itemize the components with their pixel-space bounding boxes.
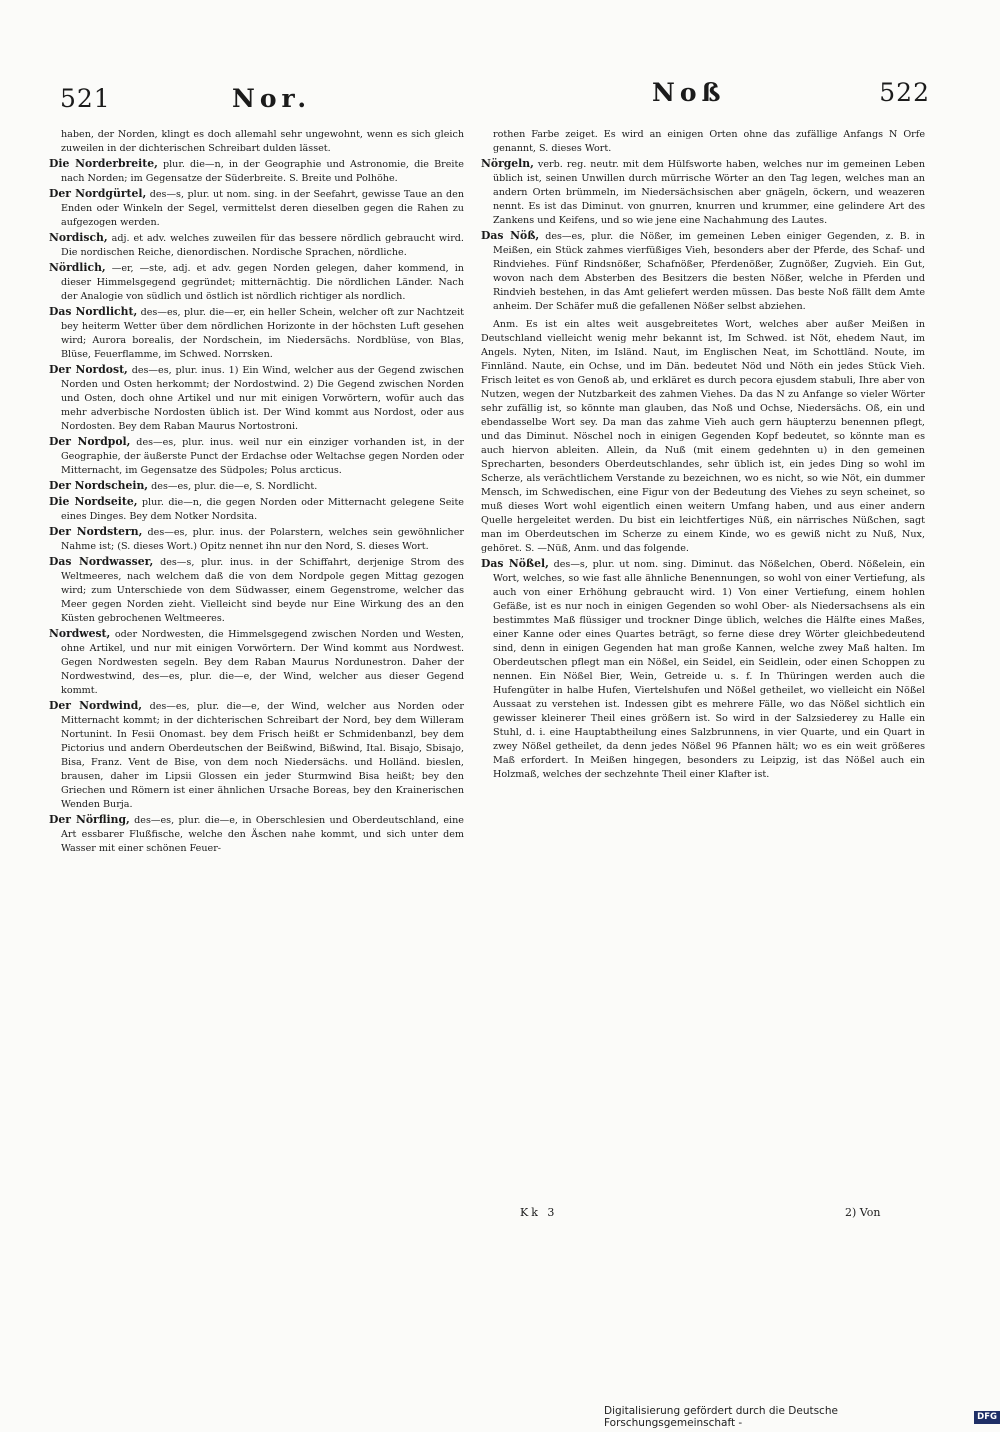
- dictionary-entry: [481, 128, 925, 156]
- entry-text: plur. die—n, in der Geographie und Astronomie, die Breite nach Norden; im Gegensatze der Süderbreite. S. Breite und Polhöhe.: [61, 159, 464, 184]
- right-page-number: 522: [879, 78, 930, 107]
- entry-headword: Der Nordstern,: [49, 525, 143, 538]
- catchword: 2) Von: [845, 1206, 881, 1219]
- entry-text: des—es, plur. inus. der Polarstern, welches sein gewöhnlicher Nahme ist; (S. dieses Wort.) Opitz nennet ihn nur den Nord, S. dieses Wort.: [61, 527, 464, 552]
- entry-headword: Nordwest,: [49, 627, 111, 640]
- entry-headword: Die Nordseite,: [49, 495, 138, 508]
- entry-text: des—es, plur. die—e, in Oberschlesien und Oberdeutschland, eine Art essbarer Flußfische, welche den Äschen nahe kommt, und sich unter dem Wasser mit einer schönen Feuer-: [61, 815, 464, 854]
- entry-text: Anm. Es ist ein altes weit ausgebreitetes Wort, welches aber außer Meißen in Deutschland vielleicht wenig mehr bekannt ist, Im Schwed. ist Nöt, ehedem Naut, im Angels. Nyten, Niten, im Isländ. Naut, im Englischen Neat, im Schottländ. Noute, im Finnländ. Naute, ein Ochse, und im Dän. bedeutet Nöd und Nöth ein jedes Stück Vieh. Frisch leitet es von Genoß ab, und erkläret es durch pecora ejusdem stabuli, Ihre aber von Nutzen, wegen der Nutzbarkeit des zahmen Viehes. Da das N zu Anfange so vieler Wörter sehr zufällig ist, so könnte man glauben, das Noß und Ochse, Niedersächs. Oß, ein und ebendasselbe Wort sey. Da man das zahme Vieh auch gern häupterzu benennen pflegt, und das Diminut. Nöschel noch in einigen Gegenden Kopf bedeutet, so könnte man es auch hiervon ableiten. Allein, da Nuß (mit einem gedehnten u) in den gemeinen Sprecharten, besonders Oberdeutschlandes, sehr üblich ist, ein jedes Ding so wohl im Scherze, als verächtlichem Verstande zu bezeichnen, wo es nicht, so wie Nöt, ein dummer Mensch, im Schwedischen, eine Figur von der Bedeutung des Viehes zu seyn scheinet, so muß dieses Wort wohl eigentlich einen weitern Umfang haben, und aus einer andern Quelle hergeleitet werden. Du bist ein leichtfertiges Nüß, ein närrisches Nüßchen, sagt man im Oberdeutschen im Scherze zu einem Kinde, wo es gewiß nicht zu Nuß, Nux, gehöret. S. —Nüß, Anm. und das folgende.: [481, 319, 925, 554]
- entry-headword: Das Nordwasser,: [49, 555, 154, 568]
- entry-text: plur. die—n, die gegen Norden oder Mitternacht gelegene Seite eines Dinges. Bey dem Notker Nordsita.: [61, 497, 464, 522]
- entry-text: des—es, plur. die—e, der Wind, welcher aus Norden oder Mitternacht kommt; in der dichterischen Schreibart der Nord, bey dem Willeram Nortunint. In Fesii Onomast. bey dem Frisch heißt er Schmidenbanzl, bey dem Pictorius und andern Oberdeutschen der Beißwind, Bißwind, Ital. Bisajo, Sbisajo, Bisa, Franz. Vent de Bise, von dem noch Niedersächs. und Holländ. bieslen, brausen, daher im Lipsii Glossen ein jeder Sturmwind Bisa heißt; bey den Griechen und Römern ist einer ähnlichen Ursache Boreas, bey den Krainerischen Wenden Burja.: [61, 701, 464, 810]
- dictionary-entry: [49, 435, 464, 478]
- entry-headword: Die Norderbreite,: [49, 157, 158, 170]
- dictionary-entry: [49, 555, 464, 626]
- dfg-logo: DFG: [974, 1411, 1000, 1424]
- entry-text: haben, der Norden, klingt es doch allemahl sehr ungewohnt, wenn es sich gleich zuweilen in der dichterischen Schreibart dulden lässet.: [61, 129, 464, 154]
- entry-headword: Nördlich,: [49, 261, 106, 274]
- left-guide-word: Nor.: [232, 84, 312, 113]
- left-column: [49, 128, 464, 1208]
- entry-headword: Nörgeln,: [481, 157, 534, 170]
- dictionary-entry: [481, 157, 925, 228]
- dictionary-entry: [481, 318, 925, 556]
- dictionary-entry: [49, 479, 464, 494]
- entry-headword: Der Nörfling,: [49, 813, 130, 826]
- entry-text: des—es, plur. die—e, S. Nordlicht.: [151, 481, 318, 492]
- dictionary-entry: [49, 231, 464, 260]
- entry-text: des—es, plur. die—er, ein heller Schein, welcher oft zur Nachtzeit bey heiterm Wetter über dem nördlichen Horizonte in der höchsten Luft gesehen wird; Aurora borealis, der Nordschein, im Niedersächs. Nordblüse, von Blas, Blüse, Feuerflamme, im Schwed. Norrsken.: [61, 307, 464, 360]
- entry-text: adj. et adv. welches zuweilen für das bessere nördlich gebraucht wird. Die nordischen Reiche, dienordischen. Nordische Sprachen, nördliche.: [61, 233, 464, 258]
- entry-text: rothen Farbe zeiget. Es wird an einigen Orten ohne das zufällige Anfangs N Orfe genannt, S. dieses Wort.: [493, 129, 925, 154]
- entry-text: des—es, plur. inus. 1) Ein Wind, welcher aus der Gegend zwischen Norden und Osten herkommt; der Nordostwind. 2) Die Gegend zwischen Norden und Osten, doch ohne Artikel und nur mit einigen Vorwörtern, wofür auch das mehr adverbische Nordosten üblich ist. Der Wind kommt aus Nordost, oder aus Nordosten. Bey dem Raban Maurus Nortostroni.: [61, 365, 464, 432]
- dictionary-entry: [49, 363, 464, 434]
- entry-headword: Das Nößel,: [481, 557, 549, 570]
- entry-text: des—s, plur. ut nom. sing. Diminut. das Nößelchen, Oberd. Nößelein, ein Wort, welches, so wie fast alle ähnliche Benennungen, so wohl von einer Vertiefung, als auch von einer Erhöhung gebraucht wird. 1) Von einer Vertiefung, einem hohlen Gefäße, ist es nur noch in einigen Gegenden so wohl Ober- als Niedersachsens als ein bestimmtes Maß flüssiger und trockner Dinge üblich, welches die Hälfte eines Maßes, einer Kanne oder eines Quartes beträgt, so ferne diese drey Wörter gleichbedeutend sind, denn in einigen Gegenden hat man große Kannen, welche zwey Maß halten. Im Oberdeutschen pflegt man ein Nößel, ein Seidel, ein Seidlein, oder einen Schoppen zu nennen. Ein Nößel Bier, Wein, Getreide u. s. f. In Thüringen werden auch die Hufengüter in halbe Hufen, Viertelshufen und Nößel getheilet, wo vielleicht ein Nößel Aussaat zu verstehen ist. Indessen gibt es mehrere Fälle, wo das Nößel sichtlich ein gewisser kleinerer Theil eines größern ist. So wird in der Salzsiederey zu Halle ein Stuhl, d. i. eine Hauptabtheilung eines Salzbrunnens, in vier Quarte, und ein Quart in zwey Nößel getheilet, da denn jedes Nößel 96 Pfannen hält; wo es ein weit größeres Maß erfordert. In Meißen hingegen, besonders zu Leipzig, ist das Nößel auch ein Holzmaß, welches der sechzehnte Theil einer Klafter ist.: [493, 559, 925, 780]
- entry-headword: Der Nordwind,: [49, 699, 143, 712]
- dictionary-entry: [49, 627, 464, 698]
- footer-credit: Digitalisierung gefördert durch die Deutsche Forschungsgemeinschaft -: [604, 1405, 838, 1429]
- left-page-number: 521: [60, 84, 111, 113]
- entry-text: verb. reg. neutr. mit dem Hülfsworte haben, welches nur im gemeinen Leben üblich ist, seinen Unwillen durch mürrische Wörter an den Tag legen, welches man an andern Orten brümmeln, im Niedersächsischen aber gnägeln, öckern, und weazeren nennt. Es ist das Diminut. von gnurren, knurren und krummer, eine gelindere Art des Zankens und Keifens, und so wie jene eine Nachahmung des Lautes.: [493, 159, 925, 226]
- dictionary-entry: [481, 557, 925, 782]
- entry-headword: Das Nordlicht,: [49, 305, 138, 318]
- dictionary-entry: [49, 699, 464, 812]
- dictionary-entry: [49, 813, 464, 856]
- entry-headword: Der Nordost,: [49, 363, 128, 376]
- dictionary-entry: [49, 525, 464, 554]
- right-column: [481, 128, 925, 1208]
- entry-headword: Nordisch,: [49, 231, 108, 244]
- entry-text: des—es, plur. die Nößer, im gemeinen Leben einiger Gegenden, z. B. in Meißen, ein Stück zahmes vierfüßiges Vieh, besonders aber der Pferde, des Schaf- und Rindviehes. Fünf Rindsnößer, Schafnößer, Pferdenößer, Zugnößer, Zugvieh. Ein Gut, wovon nach dem Absterben des Besitzers die besten Nößer, welche in Pferden und Rindvieh bestehen, in das Amt geliefert werden müssen. Das beste Noß fällt dem Amte anheim. Der Schäfer muß die gefallenen Nößer selbst abziehen.: [493, 231, 925, 312]
- entry-headword: Das Nöß,: [481, 229, 540, 242]
- entry-text: —er, —ste, adj. et adv. gegen Norden gelegen, daher kommend, in dieser Himmelsgegend gegründet; mitternächtig. Die nördlichen Länder. Nach der Analogie von südlich und östlich ist nördlich richtiger als nordlich.: [61, 263, 464, 302]
- entry-text: oder Nordwesten, die Himmelsgegend zwischen Norden und Westen, ohne Artikel, und nur mit einigen Vorwörtern. Der Wind kommt aus Nordwest. Gegen Nordwesten segeln. Bey dem Raban Maurus Nordunestron. Daher der Nordwestwind, des—es, plur. die—e, der Wind, welcher aus dieser Gegend kommt.: [61, 629, 464, 696]
- right-guide-word: Noß: [652, 78, 726, 107]
- entry-text: des—s, plur. inus. in der Schiffahrt, derjenige Strom des Weltmeeres, nach welchem daß die von dem Nordpole gegen Mittag gezogen wird; zum Unterschiede von dem Südwasser, einem Gegenstrome, welcher das Meer gegen Norden zieht. Vielleicht sind beyde nur Eine Wirkung des an den Küsten gebrochenen Weltmeeres.: [61, 557, 464, 624]
- running-header: [40, 78, 960, 124]
- entry-text: des—es, plur. inus. weil nur ein einziger vorhanden ist, in der Geographie, der äußerste Punct der Erdachse oder Weltachse gegen Norden oder Mitternacht, im Gegensatze des Südpoles; Polus arcticus.: [61, 437, 464, 476]
- entry-text: des—s, plur. ut nom. sing. in der Seefahrt, gewisse Taue an den Enden oder Winkeln der Segel, vermittelst deren dieselben gegen die Rahen zu aufgezogen werden.: [61, 189, 464, 228]
- dictionary-entry: [49, 261, 464, 304]
- entry-headword: Der Nordgürtel,: [49, 187, 147, 200]
- dictionary-entry: [49, 495, 464, 524]
- dictionary-entry: [49, 157, 464, 186]
- dictionary-entry: [481, 229, 925, 314]
- dictionary-entry: [49, 187, 464, 230]
- dictionary-entry: [49, 128, 464, 156]
- entry-headword: Der Nordpol,: [49, 435, 131, 448]
- entry-headword: Der Nordschein,: [49, 479, 149, 492]
- signature-mark: Kk 3: [520, 1206, 558, 1219]
- dictionary-entry: [49, 305, 464, 362]
- digitization-footer: [604, 1405, 1000, 1429]
